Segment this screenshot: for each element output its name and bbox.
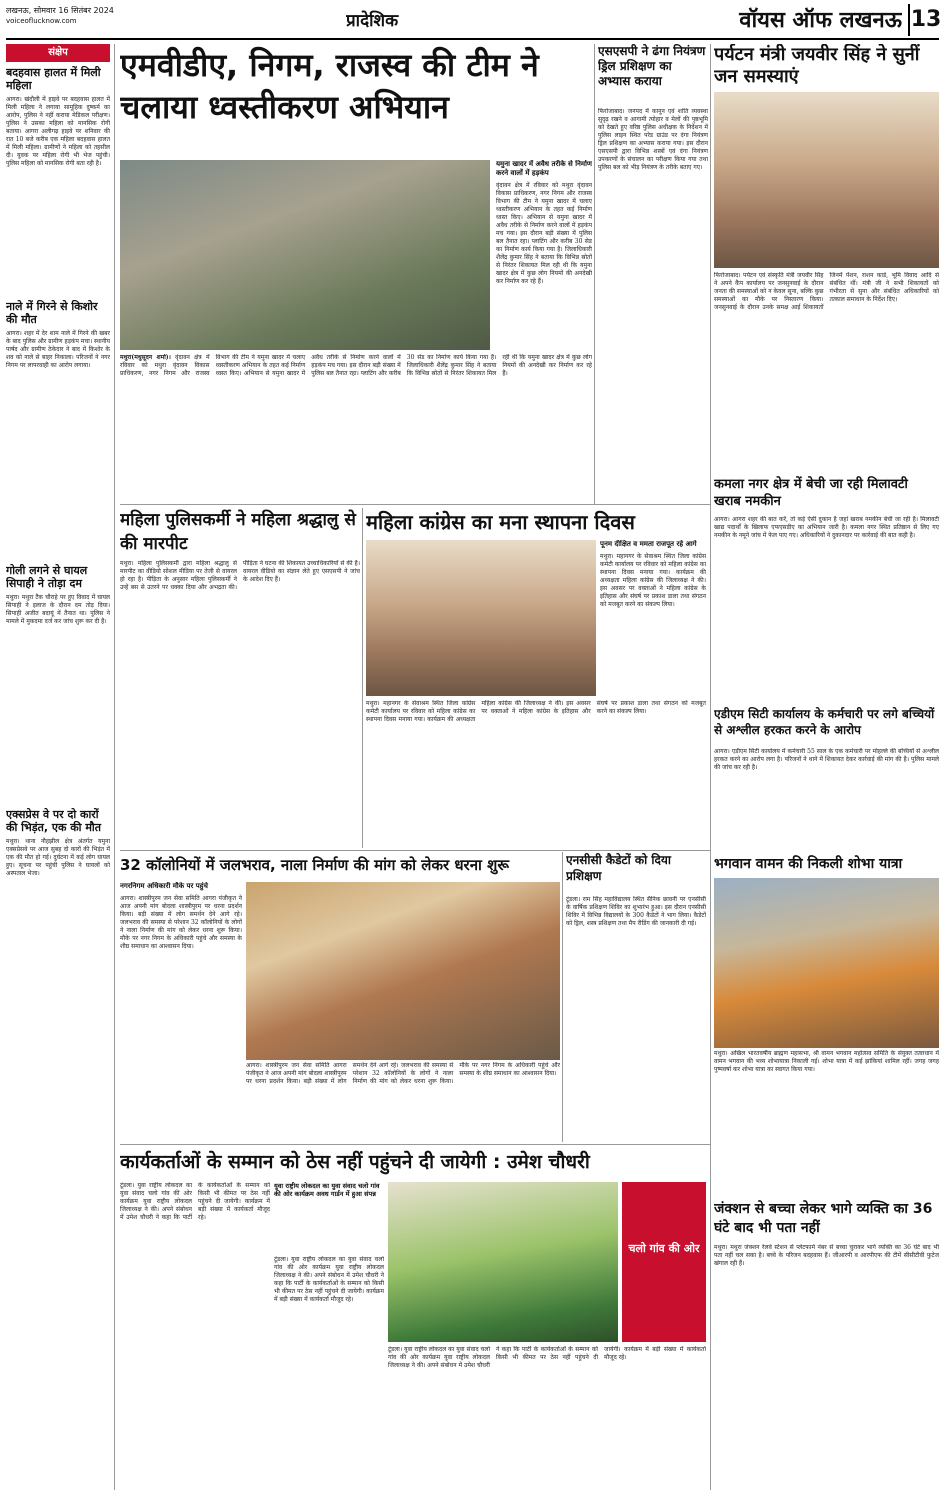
junction-body: मथुरा। मथुरा जंक्शन रेलवे स्टेशन से प्लेटफार्म नंबर से बच्चा चुराकर भागे व्यक्ति का 36 घंटे बाद भी पता नहीं चल सका है। बच्चे के परिजन बदहवास हैं। जीआरपी व आरपीएफ की टीमें सीसीटीवी फुटेज खंगाल रही हैं। <box>714 1244 939 1267</box>
lead-sidebar-subhead: यमुना खादर में अवैध तरीके से निर्माण करने वालों में हड़कंप <box>496 160 592 177</box>
vaman-body: मथुरा। अखिल भारतवर्षीय ब्राह्मण महासभा, श्री वामन भगवान महोत्सव समिति के संयुक्त तत्वाधान में वामन भगवान की भव्य शोभायात्रा निकाली गई। शोभा यात्रा में कई झांकियां शामिल रहीं। जगह जगह पुष्पवर्षा कर शोभा यात्रा का स्वागत किया गया। <box>714 1050 939 1073</box>
drill-headline: एसएसपी ने ढंगा नियंत्रण ड्रिल प्रशिक्षण का अभ्यास कराया <box>598 44 706 88</box>
chaudhary-photo <box>388 1182 618 1342</box>
column-divider <box>362 508 363 848</box>
colonies-body: आगरा। शास्त्रीपुरम जन सेवा समिति आगरा पंजीकृत ने आज अपनी मांग बोदला शास्त्रीपुरम पर धरना प्रदर्शन किया। बड़ी संख्या में लोग समर्थन देने आगे रहे। जलभराव की समस्या से परेशान 32 कॉलोनियों के लोगों ने नाला निर्माण की मांग को लेकर धरना शुरू किया। मौके पर नगर निगम के अधिकारी पहुंचे और समस्या के शीघ्र समाधान का आश्वासन दिया। <box>246 1062 560 1085</box>
brief-headline: बदहवास हालत में मिली महिला <box>6 66 101 92</box>
minister-photo <box>714 92 939 268</box>
police-body: मथुरा। महिला पुलिसकर्मी द्वारा महिला श्रद्धालु से मारपीट का वीडियो सोशल मीडिया पर तेजी से वायरल हो रहा है। पीड़िता के अनुसार महिला पुलिसकर्मी ने उन्हें बस से उतरने पर धक्का दिया और अभद्रता की। पीड़िता ने घटना की शिकायत उच्चाधिकारियों से की है। वायरल वीडियो का संज्ञान लेते हुए एसएसपी ने जांच के आदेश दिए हैं। <box>120 560 360 591</box>
chaudhary-subhead: युवा राष्ट्रीय लोकदल का युवा संवाद चलो गांव की ओर कार्यक्रम अवध गार्डन में हुआ संपन्न <box>274 1182 380 1198</box>
lead-body-text: वृंदावन क्षेत्र में रविवार को मथुरा वृंदावन विकास प्राधिकरण, नगर निगम और राजस्व विभाग की टीम ने यमुना खादर में चलाए ध्वस्तीकरण अभियान के तहत कई निर्माण ध्वस्त किए। अभियान से यमुना खादर में अवैध तरीके से निर्माण करने वालों में हड़कंप मच गया। इस दौरान बड़ी संख्या में पुलिस बल तैनात रहा। प्लाटिंग और करीब 30 सेड का निर्माण कार्य किया गया है। जिलाधिकारी शैलेंद्र कुमार सिंह ने बताया कि विभिन्न स्रोतों से निरंतर शिकायत मिल रही थी कि यमुना खादर क्षेत्र में कुछ लोग नियमों की अनदेखी कर निर्माण कर रहे हैं। <box>120 354 592 377</box>
brief-headline: नाले में गिरने से किशोर की मौत <box>6 300 98 326</box>
section-rule <box>120 1144 710 1145</box>
adm-headline: एडीएम सिटी कार्यालय के कर्मचारी पर लगे बच्चियों से अश्लील हरकत करने के आरोप <box>714 707 935 737</box>
brief-1 <box>6 66 110 296</box>
brief-headline: गोली लगने से घायल सिपाही ने तोड़ा दम <box>6 564 88 590</box>
colonies-sidebar <box>120 882 242 1072</box>
dateline: लखनऊ, सोमवार 16 सितंबर 2024 <box>6 6 114 15</box>
lead-headline: एमवीडीए, निगम, राजस्व की टीम ने चलाया ध्वस्तीकरण अभियान <box>120 46 539 126</box>
lead-sidebar-text: वृंदावन क्षेत्र में रविवार को मथुरा वृंदावन विकास प्राधिकरण, नगर निगम और राजस्व विभाग की टीम ने यमुना खादर में चलाए ध्वस्तीकरण अभियान के तहत कई निर्माण ध्वस्त किए। अभियान से यमुना खादर में अवैध तरीके से निर्माण करने वालों में हड़कंप मच गया। इस दौरान बड़ी संख्या में पुलिस बल तैनात रहा। प्लाटिंग और करीब 30 सेड का निर्माण कार्य किया गया है। जिलाधिकारी शैलेंद्र कुमार सिंह ने बताया कि विभिन्न स्रोतों से निरंतर शिकायत मिल रही थी कि यमुना खादर क्षेत्र में कुछ लोग नियमों की अनदेखी कर निर्माण कर रहे हैं। <box>496 182 592 285</box>
adm-body: आगरा। एडीएम सिटी कार्यालय में कर्मचारी 55 साल के एक कर्मचारी पर मोहल्ले की बच्चियों से अश्लील हरकत करने का आरोप लगा है। परिजनों ने थाने में शिकायत देकर कार्रवाई की मांग की है। पुलिस मामले की जांच कर रही है। <box>714 748 939 771</box>
lead-body <box>120 354 592 490</box>
brief-2 <box>6 300 110 560</box>
column-divider <box>114 44 115 1490</box>
minister-headline: पर्यटन मंत्री जयवीर सिंह ने सुनीं जन समस्याएं <box>714 44 920 87</box>
section-rule <box>120 504 710 505</box>
lead-byline: मथुरा(मधुसूदन शर्मा)। <box>120 354 171 361</box>
brief-body: मथुरा। थाना नौहझील क्षेत्र अंतर्गत यमुना एक्सप्रेसवे पर आज सुबह दो कारों की भिड़ंत में एक की मौत हो गई। दुर्घटना में कई लोग घायल हुए। सूचना पर पहुंची पुलिस ने घायलों को अस्पताल भेजा। <box>6 838 110 877</box>
namkeen-headline: कमला नगर क्षेत्र में बेची जा रही मिलावटी खराब नमकीन <box>714 477 908 509</box>
congress-body: मथुरा। महानगर के सेवाश्रम स्थित जिला कांग्रेस कमेटी कार्यालय पर रविवार को महिला कांग्रेस का स्थापना दिवस मनाया गया। कार्यक्रम की अध्यक्षता महिला कांग्रेस की जिलाध्यक्ष ने की। इस अवसर पर वक्ताओं ने महिला कांग्रेस के इतिहास और संघर्ष पर प्रकाश डाला तथा संगठन को मजबूत करने का संकल्प लिया। <box>366 700 706 723</box>
junction-headline: जंक्शन से बच्चा लेकर भागे व्यक्ति का 36 घंटे बाद भी पता नहीं <box>714 1201 933 1236</box>
police-headline: महिला पुलिसकर्मी ने महिला श्रद्धालु से की मारपीट <box>120 510 356 554</box>
column-divider <box>562 852 563 1142</box>
column-divider <box>710 44 711 1490</box>
brief-body: मथुरा। मथुरा टैंक चौराहे पर हुए विवाद में घायल सिपाही ने इलाज के दौरान दम तोड़ दिया। सिपाही अजीत बदायूं में तैनात था। पुलिस ने मामले में मुकदमा दर्ज कर जांच शुरू कर दी है। <box>6 594 110 625</box>
website[interactable]: voiceoflucknow.com <box>6 17 77 25</box>
brief-body: आगरा। शहर में देर शाम नाले में गिरने की खबर के बाद पुलिस और ग्रामीण हड़कंप मचा। स्थानीय पार्षद और ग्रामीण ठेकेदार ने बाद में किशोर के शव को नाले से बाहर निकाला। परिजनों ने नगर निगम पर लापरवाही का आरोप लगाया। <box>6 330 110 369</box>
header-rule <box>6 38 939 40</box>
masthead-dateline-block <box>6 6 306 26</box>
chaudhary-body-mid: टूंडला। युवा राष्ट्रीय लोकदल का युवा संवाद चलो गांव की ओर कार्यक्रम युवा राष्ट्रीय लोकदल जिलाध्यक्ष ने की। अपने संबोधन में उमेश चौधरी ने कहा कि पार्टी के कार्यकर्ताओं के सम्मान को किसी भी कीमत पर ठेस नहीं पहुंचने दी जायेगी। कार्यक्रम में बड़ी संख्या में कार्यकर्ता मौजूद रहे। <box>274 1256 384 1303</box>
brief-headline: एक्सप्रेस वे पर दो कारों की भिड़ंत, एक की मौत <box>6 808 102 834</box>
brief-body: आगरा। खंदौली में हाइवे पर बदहवास हालत में मिली महिला ने लगाया सामूहिक दुष्कर्म का आरोप, पुलिस ने नहीं कराया मेडिकल परीक्षण। पुलिस ने उसका महिला को मानसिक रोगी बताया। आगरा अलीगढ़ हाइवे पर शनिवार की रात 10 बजे करीब एक महिला बदहवास हालत में मिली महिला। ग्रामीणों ने महिला को तहसील दी। युवक पर महिला रोगी भी भेज पहुंची। पुलिस महिला को मानसिक रोगी बता रही है। <box>6 96 110 167</box>
drill-body: फिरोजाबाद। जनपद में कानून एवं शांति व्यवस्था सुदृढ़ रखने व आगामी त्योहार व मेलों की पृष्ठभूमि को देखते हुए वरिष्ठ पुलिस अधीक्षक के निर्देशन में पुलिस लाइन स्थित परेड ग्राउंड पर दंगा नियंत्रण ड्रिल प्रशिक्षण का अभ्यास कराया गया। इस दौरान एसएसपी द्वारा विभिन्न शस्त्रों एवं दंगा नियंत्रण उपकरणों के संचालन का परीक्षण किया गया तथा पुलिस बल को भीड़ नियंत्रण के तरीके बताए गए। <box>598 108 708 171</box>
brief-4 <box>6 808 110 1490</box>
colonies-headline: 32 कॉलोनियों में जलभराव, नाला निर्माण की मांग को लेकर धरना शुरू <box>120 856 509 874</box>
namkeen-body: आगरा। आगरा शहर की बात करें, तो कई ऐसी दुकान है जहां खराब नमकीन बेची जा रही है। मिलावटी खाद्य पदार्थों के खिलाफ एफएसडीए का अभियान जारी है। कमला नगर स्थित प्रतिष्ठान से लिए गए नमकीन के नमूने जांच में फेल पाए गए। अधिकारियों ने दुकानदार पर कार्रवाई की बात कही है। <box>714 516 939 539</box>
chaudhary-body-left: टूंडला। युवा राष्ट्रीय लोकदल का युवा संवाद चलो गांव की ओर कार्यक्रम युवा राष्ट्रीय लोकदल जिलाध्यक्ष ने की। अपने संबोधन में उमेश चौधरी ने कहा कि पार्टी के कार्यकर्ताओं के सम्मान को किसी भी कीमत पर ठेस नहीं पहुंचने दी जायेगी। कार्यक्रम में बड़ी संख्या में कार्यकर्ता मौजूद रहे। <box>120 1182 270 1221</box>
congress-sidebar <box>600 540 706 696</box>
vaman-photo <box>714 878 939 1048</box>
vaman-headline: भगवान वामन की निकली शोभा यात्रा <box>714 856 903 872</box>
chaudhary-banner: चलो गांव की ओर <box>622 1182 706 1342</box>
briefs-tag: संक्षेप <box>6 44 110 62</box>
cadet-headline: एनसीसी कैडेटों को दिया प्रशिक्षण <box>566 853 671 883</box>
congress-headline: महिला कांग्रेस का मना स्थापना दिवस <box>366 510 635 534</box>
section-rule <box>120 850 710 851</box>
congress-sidebar-text: मथुरा। महानगर के सेवाश्रम स्थित जिला कांग्रेस कमेटी कार्यालय पर रविवार को महिला कांग्रेस का स्थापना दिवस मनाया गया। कार्यक्रम की अध्यक्षता महिला कांग्रेस की जिलाध्यक्ष ने की। इस अवसर पर वक्ताओं ने महिला कांग्रेस के इतिहास और संघर्ष पर प्रकाश डाला तथा संगठन को मजबूत करने का संकल्प लिया। <box>600 553 706 608</box>
congress-subhead: पूनम दीक्षित व ममता राजपूत रहे आगे <box>600 540 697 548</box>
column-divider <box>594 44 595 504</box>
lead-photo <box>120 160 490 350</box>
lead-sidebar <box>496 160 592 350</box>
colonies-sidebar-text: आगरा। शास्त्रीपुरम जन सेवा समिति आगरा पंजीकृत ने आज अपनी मांग बोदला शास्त्रीपुरम पर धरना प्रदर्शन किया। बड़ी संख्या में लोग समर्थन देने आगे रहे। जलभराव की समस्या से परेशान 32 कॉलोनियों के लोगों ने नाला निर्माण की मांग को लेकर धरना शुरू किया। मौके पर नगर निगम के अधिकारी पहुंचे और समस्या के शीघ्र समाधान का आश्वासन दिया। <box>120 895 242 950</box>
brief-3 <box>6 564 110 804</box>
colonies-photo <box>246 882 560 1060</box>
chaudhary-body-right: टूंडला। युवा राष्ट्रीय लोकदल का युवा संवाद चलो गांव की ओर कार्यक्रम युवा राष्ट्रीय लोकदल जिलाध्यक्ष ने की। अपने संबोधन में उमेश चौधरी ने कहा कि पार्टी के कार्यकर्ताओं के सम्मान को किसी भी कीमत पर ठेस नहीं पहुंचने दी जायेगी। कार्यक्रम में बड़ी संख्या में कार्यकर्ता मौजूद रहे। <box>388 1346 706 1369</box>
congress-photo <box>366 540 596 696</box>
minister-body: फिरोजाबाद। पर्यटन एवं संस्कृति मंत्री जयवीर सिंह ने अपने कैंप कार्यालय पर जनसुनवाई के दौरान जनता की समस्याओं को न केवल सुना, बल्कि कुछ समस्याओं का मौके पर निस्तारण किया। जनसुनवाई के दौरान उनके समक्ष आई शिकायतों जिनमें पेंशन, राशन कार्ड, भूमि विवाद आदि से संबंधित थीं। मंत्री जी ने सभी शिकायतों को गंभीरता से सुना और संबंधित अधिकारियों को तत्काल समाधान के निर्देश दिए। <box>714 272 939 311</box>
colonies-subhead: नगरनिगम अधिकारी मौके पर पहुंचे <box>120 882 208 890</box>
chaudhary-headline: कार्यकर्ताओं के सम्मान को ठेस नहीं पहुंचने दी जायेगी : उमेश चौधरी <box>120 1151 590 1173</box>
chaudhary-sidebar <box>274 1182 384 1252</box>
paper-name: वॉयस ऑफ लखनऊ <box>739 7 902 33</box>
cadet-body: टूंडला। राम सिंह महाविद्यालय स्थित सैनिक छावनी पर एनसीसी के वार्षिक प्रशिक्षण शिविर का शुभारंभ हुआ। इस दौरान एनसीसी शिविर में विभिन्न विद्यालयों के 300 कैडेटों ने भाग लिया। कैडेटों को ड्रिल, शस्त्र प्रशिक्षण तथा मैप रीडिंग की जानकारी दी गई। <box>566 896 706 927</box>
section-label: प्रादेशिक <box>346 11 399 31</box>
page-number: 13 <box>908 4 942 36</box>
